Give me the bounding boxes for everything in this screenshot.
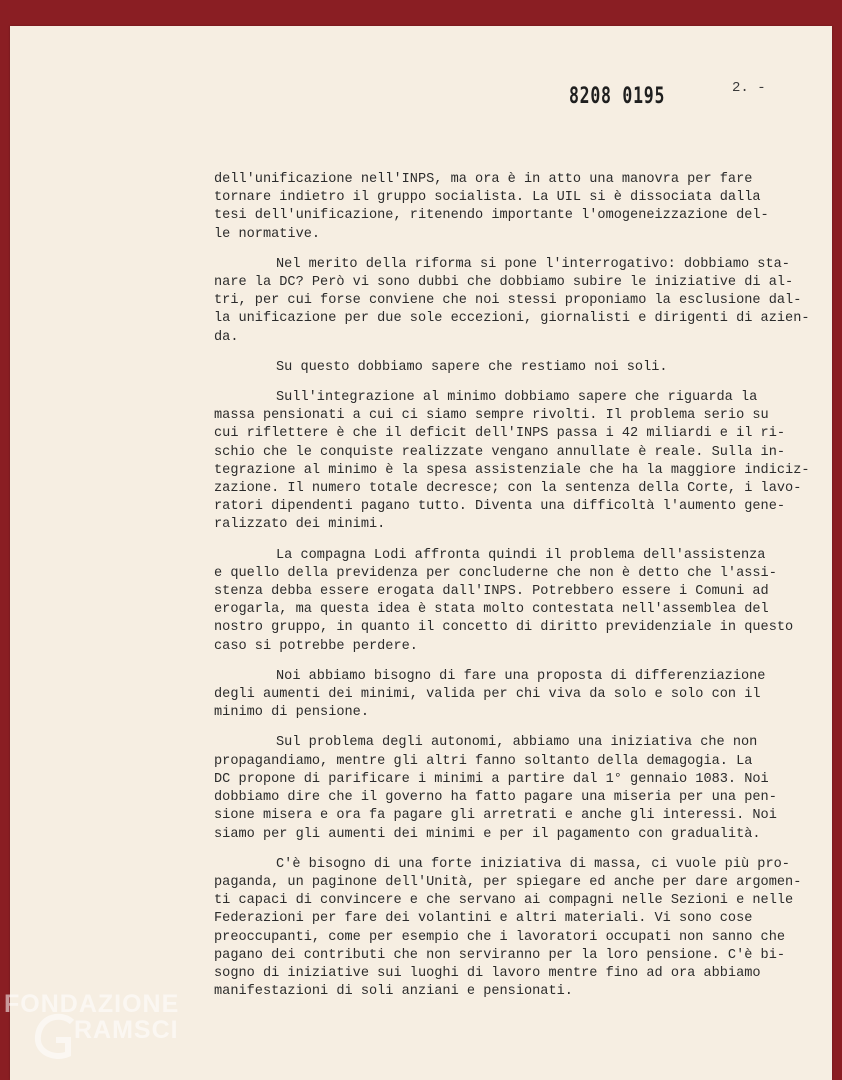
paragraph [214, 171, 814, 244]
paragraph [214, 856, 814, 1002]
text-line: nostro gruppo, in quanto il concetto di diritto previdenziale in questo [214, 620, 794, 636]
text-line: caso si potrebbe perdere. [214, 638, 418, 654]
text-line: schio che le conquiste realizzate vengano annullate è reale. Sulla in- [214, 444, 786, 460]
text-line: tornare indietro il gruppo socialista. La UIL si è dissociata dalla [214, 190, 761, 206]
text-line: dell'unificazione nell'INPS, ma ora è in atto una manovra per fare [214, 172, 753, 187]
watermark-line-2: RAMSCI [74, 1016, 179, 1044]
text-line: tegrazione al minimo è la spesa assistenziale che ha la maggiore indiciz- [214, 462, 810, 478]
text-line: le normative. [214, 226, 321, 242]
text-line: zazione. Il numero totale decresce; con la sentenza della Corte, i lavo- [214, 481, 802, 497]
text-line: La compagna Lodi affronta quindi il problema dell'assistenza [276, 547, 766, 563]
fondazione-gramsci-watermark [4, 990, 210, 1066]
body-text [214, 171, 814, 1013]
text-line: Nel merito della riforma si pone l'interrogativo: dobbiamo sta- [276, 256, 790, 272]
text-line: siamo per gli aumenti dei minimi e per il pagamento con gradualità. [214, 826, 761, 842]
text-line: propagandiamo, mentre gli altri fanno soltanto della demagogia. La [214, 753, 753, 769]
text-line: Noi abbiamo bisogno di fare una proposta di differenziazione [276, 668, 766, 684]
text-line: pagano dei contributi che non serviranno per la loro pensione. C'è bi- [214, 947, 786, 963]
page-number: 2. - [732, 80, 766, 96]
text-line: ralizzato dei minimi. [214, 517, 386, 533]
paragraph [214, 389, 814, 535]
paragraph [214, 668, 814, 723]
text-line: tri, per cui forse conviene che noi stessi proponiamo la esclusione dal- [214, 293, 802, 309]
text-line: Sul problema degli autonomi, abbiamo una iniziativa che non [276, 735, 758, 751]
text-line: Federazioni per fare dei volantini e altri materiali. Vi sono cose [214, 911, 753, 927]
text-line: C'è bisogno di una forte iniziativa di massa, ci vuole più pro- [276, 856, 790, 872]
text-line: erogarla, ma questa idea è stata molto contestata nell'assemblea del [214, 602, 769, 618]
text-line: la unificazione per due sole eccezioni, giornalisti e dirigenti di azien- [214, 311, 810, 327]
text-line: ti capaci di convincere e che servano ai compagni nelle Sezioni e nelle [214, 893, 794, 909]
text-line: massa pensionati a cui ci siamo sempre rivolti. Il problema serio su [214, 408, 769, 424]
text-line: Sull'integrazione al minimo dobbiamo sapere che riguarda la [276, 390, 758, 406]
paragraph [214, 256, 814, 347]
text-line: minimo di pensione. [214, 705, 369, 721]
text-line: ratori dipendenti pagano tutto. Diventa una difficoltà l'aumento gene- [214, 499, 786, 515]
archive-stamp: 8208 0195 [569, 84, 666, 109]
text-line: DC propone di parificare i minimi a partire dal 1° gennaio 1083. Noi [214, 771, 769, 787]
text-line: e quello della previdenza per concluderne che non è detto che l'assi- [214, 565, 777, 581]
text-line: degli aumenti dei minimi, valida per chi viva da solo e solo con il [214, 687, 761, 703]
text-line: stenza debba essere erogata dall'INPS. Potrebbero essere i Comuni ad [214, 584, 769, 600]
text-line: sogno di iniziative sui luoghi di lavoro mentre fino ad ora abbiamo [214, 965, 761, 981]
paragraph [214, 734, 814, 843]
text-line: da. [214, 329, 239, 345]
watermark-line-1: FONDAZIONE [4, 990, 180, 1018]
text-line: tesi dell'unificazione, ritenendo importante l'omogeneizzazione del- [214, 208, 769, 224]
text-line: nare la DC? Però vi sono dubbi che dobbiamo subire le iniziative di al- [214, 275, 794, 291]
text-line: paganda, un paginone dell'Unità, per spiegare ed anche per dare argomen- [214, 874, 802, 890]
text-line: dobbiamo dire che il governo ha fatto pagare una miseria per una pen- [214, 790, 777, 806]
gramsci-logo-swirl-icon [34, 1012, 78, 1060]
text-line: sione misera e ora fa pagare gli arretrati e anche gli interessi. Noi [214, 808, 777, 824]
text-line: cui riflettere è che il deficit dell'INPS passa i 42 miliardi e il ri- [214, 426, 786, 442]
text-line: Su questo dobbiamo sapere che restiamo noi soli. [276, 359, 668, 375]
text-line: manifestazioni di soli anziani e pensionati. [214, 984, 573, 1000]
text-line: preoccupanti, come per esempio che i lavoratori occupati non sanno che [214, 929, 786, 945]
paragraph [214, 359, 814, 377]
paragraph [214, 547, 814, 656]
